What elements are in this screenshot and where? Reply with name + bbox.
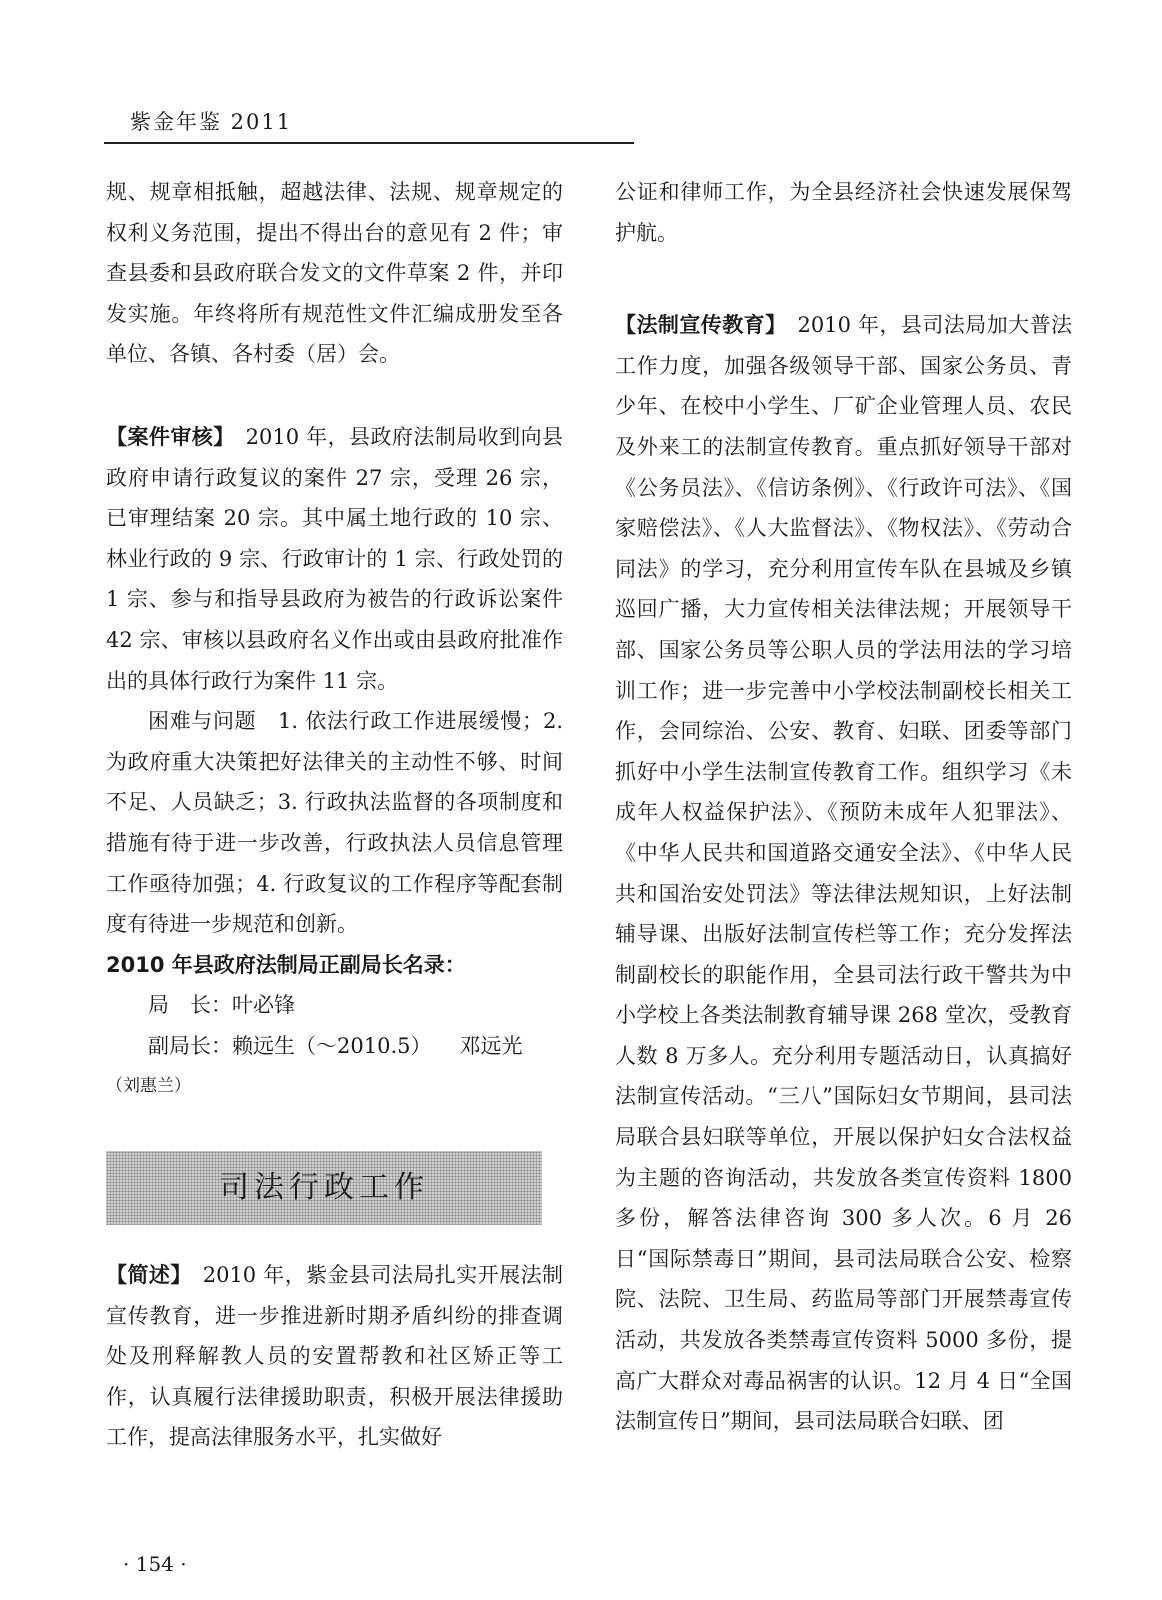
legal-education-heading: 【法制宣传教育】 [615,313,777,338]
intro-paragraph: 规、规章相抵触，超越法律、法规、规章规定的权利义务范围，提出不得出台的意见有 2 件；审查县委和县政府联合发文的文件草案 2 件，并印发实施。年终将所有规范性文件汇编成册发至各单位、各镇、各村委（居）会。 [106,180,563,367]
roster-director [106,985,563,1026]
author-credit: （刘惠兰） [106,1076,191,1097]
yearbook-title: 紫金年鉴 2011 [130,110,293,134]
difficulties-text: 1. 依法行政工作进展缓慢；2. 为政府重大决策把好法律关的主动性不够、时间不足、人员缺乏；3. 行政执法监督的各项制度和措施有待于进一步改善，行政执法人员信息管理工作亟待加强；4. 行政复议的工作程序等配套制度有待进一步规范和创新。 [106,709,564,937]
case-review-text: 2010 年，县政府法制局收到向县政府申请行政复议的案件 27 宗，受理 26 宗，已审理结案 20 宗。其中属土地行政的 10 宗、林业行政的 9 宗、行政审计的 1 宗、行政处罚的 1 宗、参与和指导县政府为被告的行政诉讼案件 42 宗、审核以县政府名义作出或由县政府批准作出的具体行政行为案件 11 宗。 [106,424,564,693]
right-column [615,172,1072,1442]
section-title: 司法行政工作 [219,1169,429,1205]
page-number: · 154 · [123,1552,187,1576]
section-title-banner [106,1151,542,1225]
director-label: 局 长： [148,993,232,1018]
roster-deputies [106,1026,563,1067]
deputy-name-1: 赖远生（～2010.5） [232,1033,432,1058]
case-review-heading: 【案件审核】 [106,424,225,449]
summary-paragraph [106,1255,563,1458]
left-column [106,172,563,1458]
legal-education-paragraph [615,305,1072,1442]
difficulties-heading: 困难与问题 [148,709,257,734]
summary-text: 2010 年，紫金县司法局扎实开展法制宣传教育，进一步推进新时期矛盾纠纷的排查调处及刑释解教人员的安置帮教和社区矫正等工作，认真履行法律援助职责，积极开展法律援助工作，提高法律服务水平，扎实做好 [106,1263,564,1450]
deputy-name-2: 邓远光 [459,1033,523,1058]
legal-education-text: 2010 年，县司法局加大普法工作力度，加强各级领导干部、国家公务员、青少年、在校中小学生、厂矿企业管理人员、农民及外来工的法制宣传教育。重点抓好领导干部对《公务员法》、《信访条例》、《行政许可法》、《国家赔偿法》、《人大监督法》、《物权法》、《劳动合同法》的学习，充分利用宣传车队在县城及乡镇巡回广播，大力宣传相关法律法规；开展领导干部、国家公务员等公职人员的学法用法的学习培训工作；进一步完善中小学校法制副校长相关工作，会同综治、公安、教育、妇联、团委等部门抓好中小学生法制宣传教育工作。组织学习《未成年人权益保护法》、《预防未成年人犯罪法》、《中华人民共和国道路交通安全法》、《中华人民共和国治安处罚法》等法律法规知识，上好法制辅导课、出版好法制宣传栏等工作；充分发挥法制副校长的职能作用，全县司法行政干警共为中小学校上各类法制教育辅导课 268 堂次，受教育人数 8 万多人。充分利用专题活动日，认真搞好法制宣传活动。“三八”国际妇女节期间，县司法局联合县妇联等单位，开展以保护妇女合法权益为主题的咨询活动，共发放各类宣传资料 1800 多份，解答法律咨询 300 多人次。6 月 26 日“国际禁毒日”期间，县司法局联合公安、检察院、法院、卫生局、药监局等部门开展禁毒宣传活动，共发放各类禁毒宣传资料 5000 多份，提高广大群众对毒品祸害的认识。12 月 4 日“全国法制宣传日”期间，县司法局联合妇联、团 [615,313,1073,1434]
summary-heading: 【简述】 [106,1263,182,1288]
difficulties-paragraph [106,701,563,945]
continuation-paragraph: 公证和律师工作，为全县经济社会快速发展保驾护航。 [615,180,1072,245]
roster-title: 2010 年县政府法制局正副局长名录： [106,952,466,977]
director-name: 叶必锋 [232,993,295,1018]
deputy-label: 副局长： [148,1033,232,1058]
case-review-paragraph [106,417,563,701]
header-rule [104,142,634,144]
